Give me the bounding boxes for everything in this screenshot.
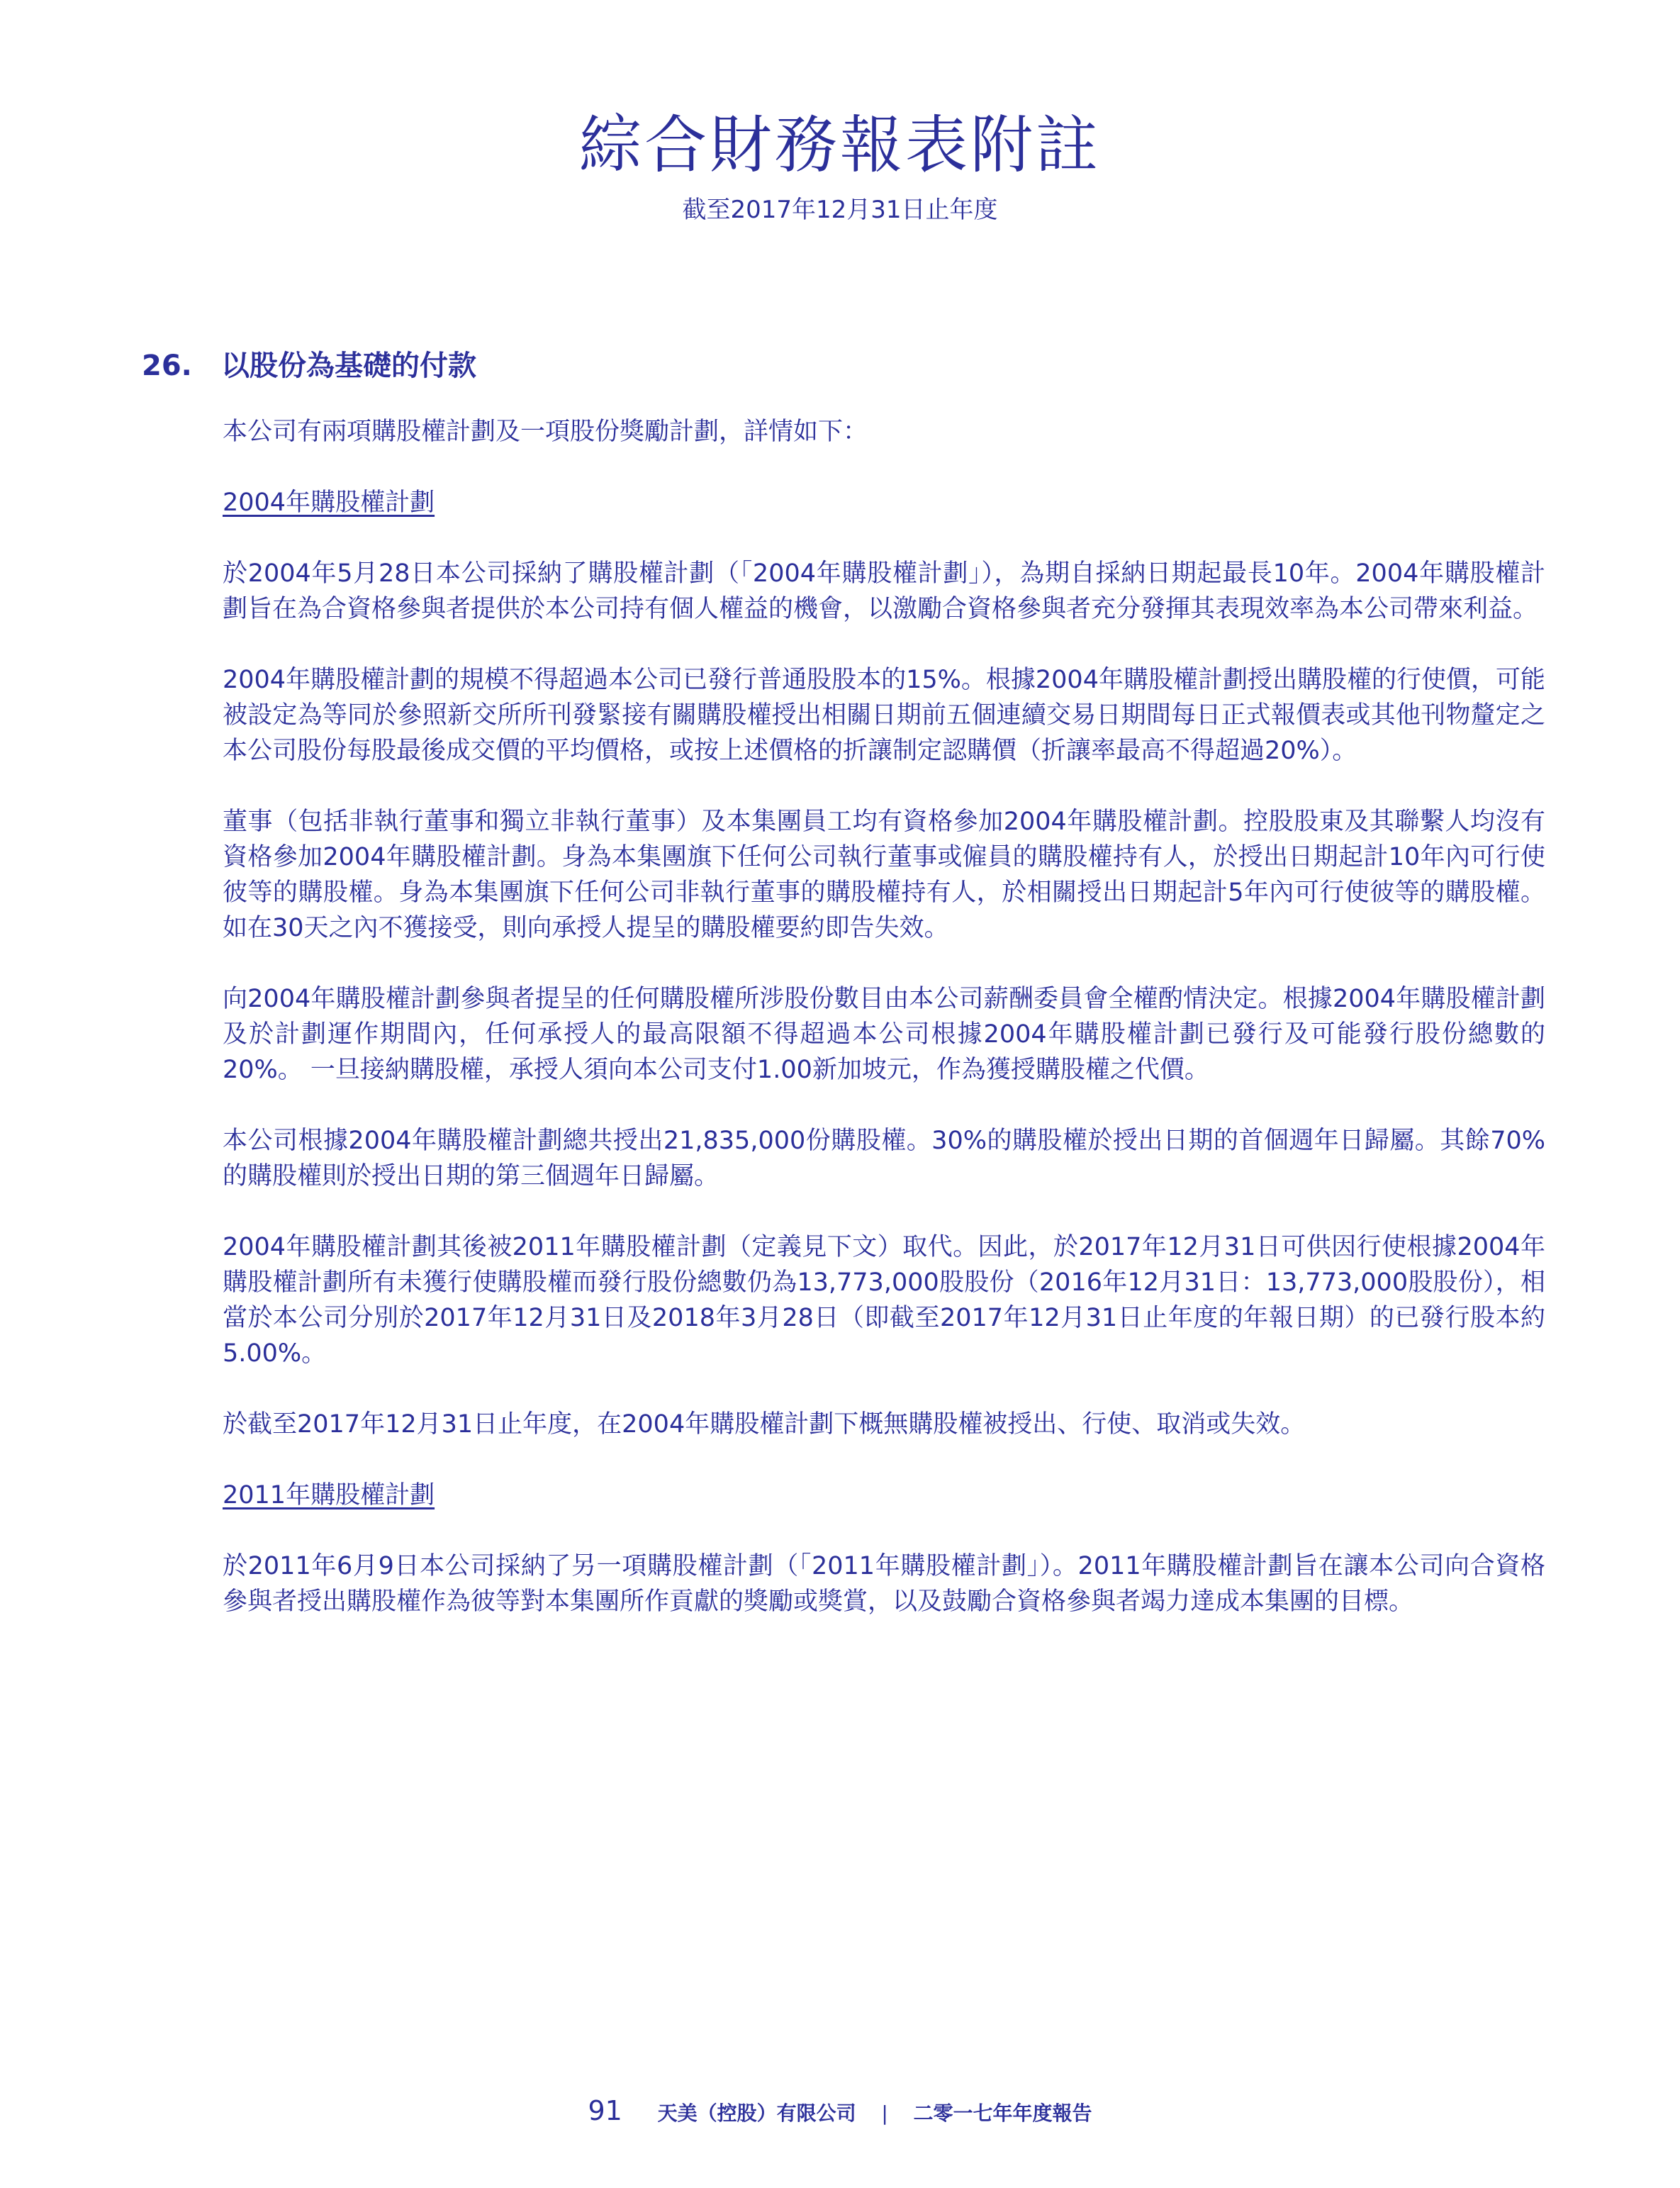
footer-separator: | [881, 2102, 888, 2125]
page-footer [0, 2095, 1680, 2129]
section-title: 以股份為基礎的付款 [221, 350, 476, 382]
paragraph-2004-adoption: 於2004年5月28日本公司採納了購股權計劃（「2004年購股權計劃」），為期自採納日期起最長10年。2004年購股權計劃旨在為合資格參與者提供於本公司持有個人權益的機會，以激勵合資格參與者充分發揮其表現效率為本公司帶來利益。 [223, 559, 1545, 623]
paragraph-2004-no-activity: 於截至2017年12月31日止年度，在2004年購股權計劃下概無購股權被授出、行使、取消或失效。 [223, 1410, 1306, 1439]
section-number: 26. [142, 350, 192, 382]
page-subtitle: 截至2017年12月31日止年度 [682, 196, 998, 224]
paragraph-2011-adoption: 於2011年6月9日本公司採納了另一項購股權計劃（「2011年購股權計劃」）。2011年購股權計劃旨在讓本公司向合資格參與者授出購股權作為彼等對本集團所作貢獻的獎勵或獎賞，以及鼓勵合資格參與者竭力達成本集團的目標。 [223, 1552, 1545, 1616]
paragraph-2004-replaced: 2004年購股權計劃其後被2011年購股權計劃（定義見下文）取代。因此，於2017年12月31日可供因行使根據2004年購股權計劃所有未獲行使購股權而發行股份總數仍為13,773,000股股份（2016年12月31日：13,773,000股股份），相當於本公司分別於2017年12月31日及2018年3月28日（即截至2017年12月31日止年度的年報日期）的已發行股本約5.00%。 [223, 1233, 1545, 1368]
page-title: 綜合財務報表附註 [578, 108, 1101, 182]
note-body [223, 414, 1545, 1655]
subheading-2004-scheme: 2004年購股權計劃 [223, 489, 435, 517]
intro-paragraph: 本公司有兩項購股權計劃及一項股份獎勵計劃，詳情如下： [223, 418, 868, 446]
footer-report: 二零一七年年度報告 [913, 2102, 1092, 2125]
subheading-2011-scheme: 2011年購股權計劃 [223, 1481, 435, 1509]
paragraph-2004-limits: 向2004年購股權計劃參與者提呈的任何購股權所涉股份數目由本公司薪酬委員會全權酌情決定。根據2004年購股權計劃及於計劃運作期間內，任何承授人的最高限額不得超過本公司根據2004年購股權計劃已發行及可能發行股份總數的20%。 一旦接納購股權，承授人須向本公司支付1.00新加坡元，作為獲授購股權之代價。 [223, 985, 1545, 1084]
section-heading [142, 347, 476, 384]
page-number: 91 [588, 2095, 622, 2126]
paragraph-2004-size: 2004年購股權計劃的規模不得超過本公司已發行普通股股本的15%。根據2004年購股權計劃授出購股權的行使價，可能被設定為等同於參照新交所所刊發緊接有關購股權授出相關日期前五個連續交易日期間每日正式報價表或其他刊物釐定之本公司股份每股最後成交價的平均價格，或按上述價格的折讓制定認購價（折讓率最高不得超過20%）。 [223, 666, 1545, 765]
paragraph-2004-eligibility: 董事（包括非執行董事和獨立非執行董事）及本集團員工均有資格參加2004年購股權計劃。控股股東及其聯繫人均沒有資格參加2004年購股權計劃。身為本集團旗下任何公司執行董事或僱員的購股權持有人，於授出日期起計10年內可行使彼等的購股權。身為本集團旗下任何公司非執行董事的購股權持有人，於相關授出日期起計5年內可行使彼等的購股權。如在30天之內不獲接受，則向承授人提呈的購股權要約即告失效。 [223, 808, 1545, 942]
paragraph-2004-granted: 本公司根據2004年購股權計劃總共授出21,835,000份購股權。30%的購股權於授出日期的首個週年日歸屬。其餘70%的購股權則於授出日期的第三個週年日歸屬。 [223, 1127, 1545, 1190]
footer-company: 天美（控股）有限公司 [657, 2102, 856, 2125]
